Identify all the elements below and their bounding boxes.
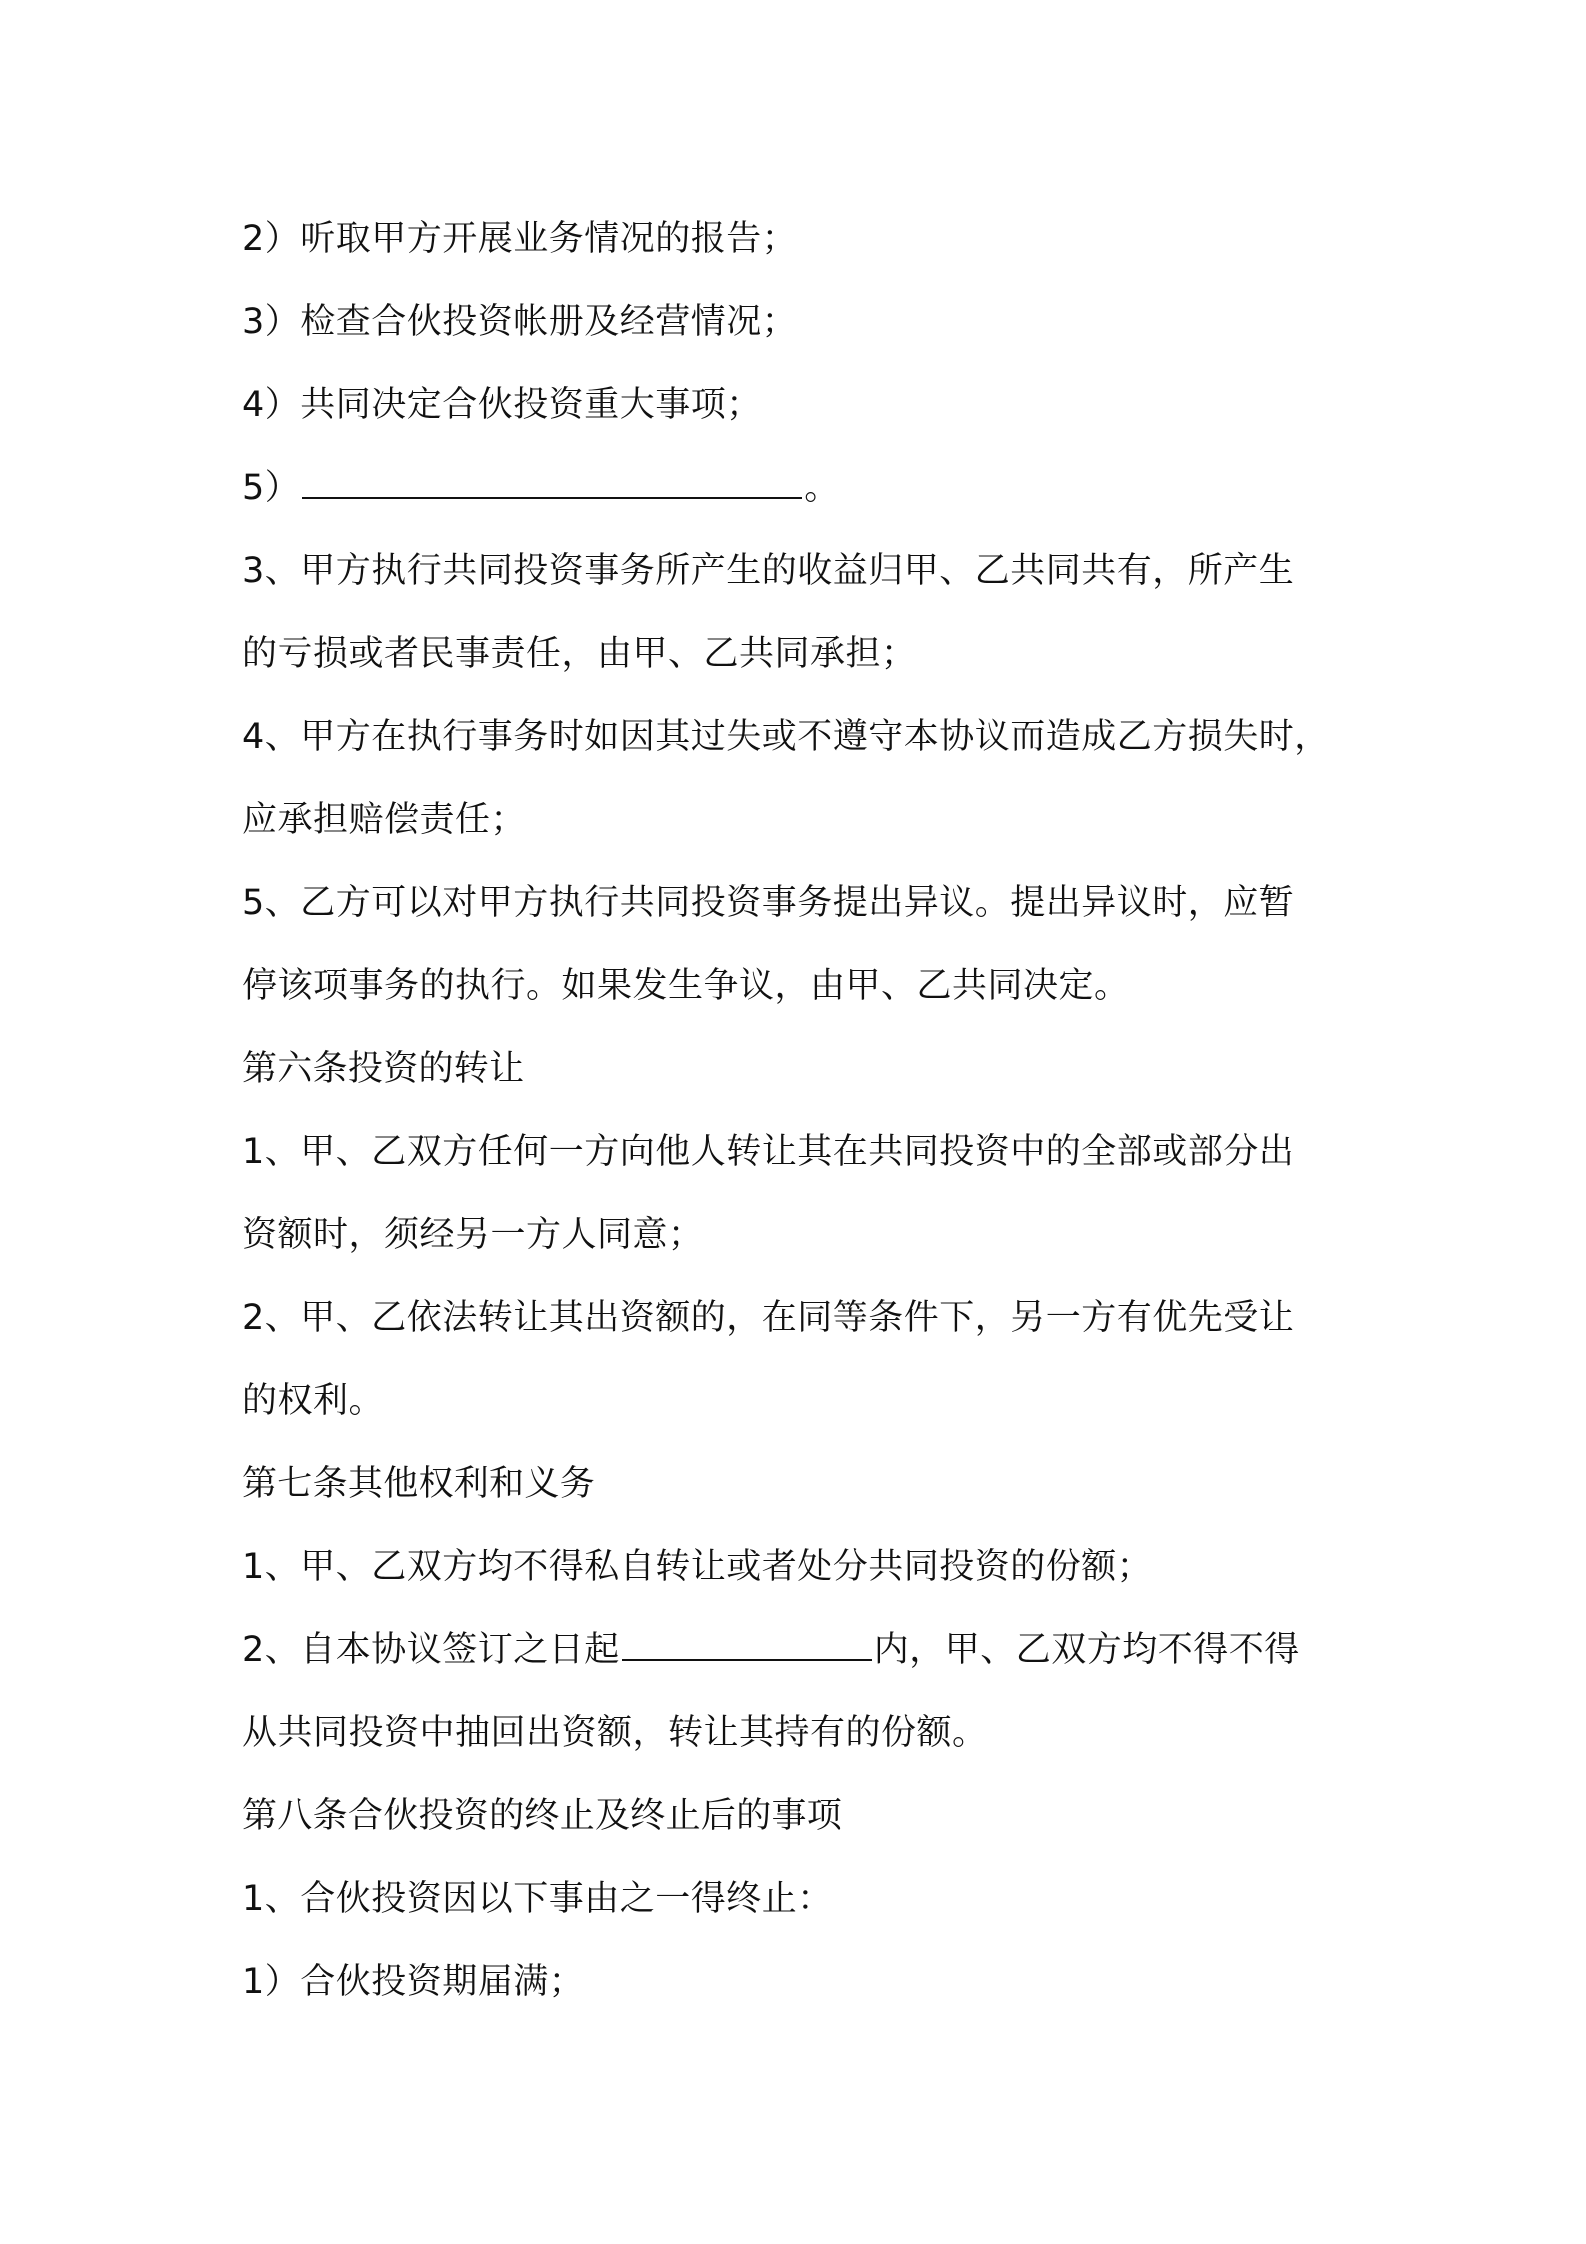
article-7-clause-2-line-1 <box>242 1609 1362 1692</box>
item-5-suffix: 。 <box>804 468 840 508</box>
article-7-clause-1: 1、甲、乙双方均不得私自转让或者处分共同投资的份额； <box>242 1547 1153 1587</box>
document-body <box>242 198 1362 2024</box>
article-6-clause-2-line-1: 2、甲、乙依法转让其出资额的，在同等条件下，另一方有优先受让 <box>242 1298 1295 1338</box>
article-7-heading: 第七条其他权利和义务 <box>242 1464 596 1504</box>
item-5-prefix: 5） <box>242 468 301 508</box>
article-8-item-1: 1）合伙投资期届满； <box>242 1962 585 2002</box>
clause-3-line-1: 3、甲方执行共同投资事务所产生的收益归甲、乙共同共有，所产生 <box>242 551 1295 591</box>
article-6-clause-1-line-2: 资额时，须经另一方人同意； <box>242 1215 704 1255</box>
item-4-joint-decision: 4）共同决定合伙投资重大事项； <box>242 385 762 425</box>
article-7-clause-2-line-2: 从共同投资中抽回出资额，转让其持有的份额。 <box>242 1713 988 1753</box>
article-6-clause-2-line-2: 的权利。 <box>242 1381 385 1421</box>
article-7-clause-2-suffix: 内，甲、乙双方均不得不得 <box>873 1630 1300 1670</box>
item-2-listen-report: 2）听取甲方开展业务情况的报告； <box>242 219 798 259</box>
clause-4-line-1: 4、甲方在执行事务时如因其过失或不遵守本协议而造成乙方损失时， <box>242 717 1330 757</box>
fill-in-blank[interactable] <box>622 1633 872 1661</box>
clause-4-line-2: 应承担赔偿责任； <box>242 800 527 840</box>
article-8-clause-1: 1、合伙投资因以下事由之一得终止： <box>242 1879 833 1919</box>
article-8-heading: 第八条合伙投资的终止及终止后的事项 <box>242 1796 843 1836</box>
item-5-blank-line <box>242 447 1362 530</box>
article-6-clause-1-line-1: 1、甲、乙双方任何一方向他人转让其在共同投资中的全部或部分出 <box>242 1132 1295 1172</box>
article-7-clause-2-prefix: 2、自本协议签订之日起 <box>242 1630 620 1670</box>
article-6-heading: 第六条投资的转让 <box>242 1049 525 1089</box>
fill-in-blank[interactable] <box>302 471 802 499</box>
clause-5-line-1: 5、乙方可以对甲方执行共同投资事务提出异议。提出异议时，应暂 <box>242 883 1295 923</box>
clause-3-line-2: 的亏损或者民事责任，由甲、乙共同承担； <box>242 634 917 674</box>
clause-5-line-2: 停该项事务的执行。如果发生争议，由甲、乙共同决定。 <box>242 966 1130 1006</box>
item-3-inspect-books: 3）检查合伙投资帐册及经营情况； <box>242 302 798 342</box>
